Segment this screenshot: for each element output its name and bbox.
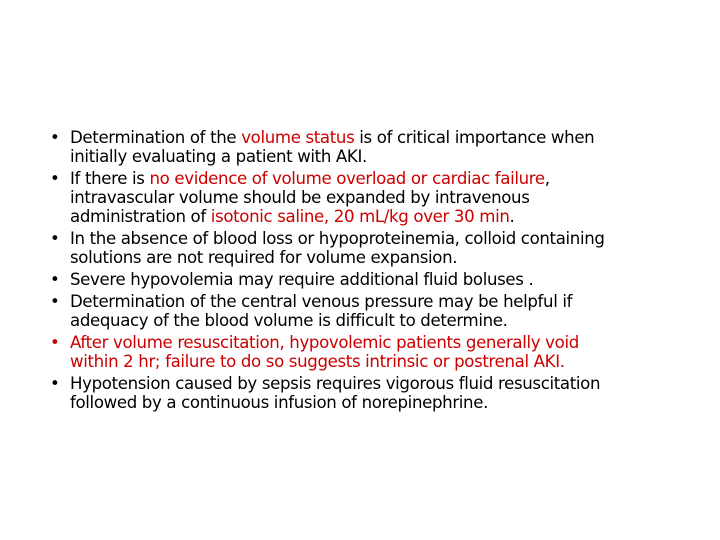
bullet-item (50, 128, 700, 166)
bullet-list (50, 128, 700, 415)
bullet-line (70, 128, 700, 147)
bullet-line (70, 229, 700, 248)
bullet-text: In the absence of blood loss or hypoproteinemia, colloid containing (70, 229, 605, 248)
bullet-text: administration of (70, 207, 211, 226)
bullet-line (70, 352, 700, 371)
bullet-marker: • (50, 292, 60, 311)
bullet-text: solutions are not required for volume expansion. (70, 248, 458, 267)
bullet-line (70, 248, 700, 267)
bullet-text: After volume resuscitation, hypovolemic patients generally void (70, 333, 579, 352)
bullet-item (50, 169, 700, 226)
bullet-line (70, 333, 700, 352)
bullet-marker: • (50, 229, 60, 248)
bullet-line (70, 393, 700, 412)
bullet-line (70, 270, 700, 289)
bullet-line (70, 147, 700, 166)
bullet-text: Severe hypovolemia may require additional fluid boluses . (70, 270, 534, 289)
highlighted-text: volume status (241, 128, 355, 147)
bullet-marker: • (50, 128, 60, 147)
bullet-text: within 2 hr; failure to do so suggests intrinsic or postrenal AKI. (70, 352, 565, 371)
bullet-line (70, 207, 700, 226)
bullet-text: is of critical importance when (354, 128, 595, 147)
bullet-text: Hypotension caused by sepsis requires vigorous fluid resuscitation (70, 374, 601, 393)
bullet-line (70, 374, 700, 393)
bullet-line (70, 188, 700, 207)
bullet-text: followed by a continuous infusion of norepinephrine. (70, 393, 489, 412)
bullet-line (70, 169, 700, 188)
bullet-line (70, 311, 700, 330)
bullet-marker: • (50, 374, 60, 393)
bullet-item (50, 333, 700, 371)
bullet-item (50, 374, 700, 412)
highlighted-text: no evidence of volume overload or cardiac failure (149, 169, 545, 188)
bullet-text: , (544, 169, 550, 188)
bullet-marker: • (50, 270, 60, 289)
bullet-item (50, 229, 700, 267)
highlighted-text: isotonic saline, 20 mL/kg over 30 min (210, 207, 510, 226)
bullet-text: Determination of the (70, 128, 242, 147)
bullet-text: initially evaluating a patient with AKI. (70, 147, 367, 166)
bullet-text: If there is (70, 169, 150, 188)
bullet-text: Determination of the central venous pressure may be helpful if (70, 292, 573, 311)
bullet-marker: • (50, 333, 60, 352)
bullet-line (70, 292, 700, 311)
bullet-text: intravascular volume should be expanded by intravenous (70, 188, 530, 207)
bullet-item (50, 270, 700, 289)
bullet-marker: • (50, 169, 60, 188)
bullet-item (50, 292, 700, 330)
bullet-text: . (509, 207, 515, 226)
bullet-text: adequacy of the blood volume is difficult to determine. (70, 311, 508, 330)
